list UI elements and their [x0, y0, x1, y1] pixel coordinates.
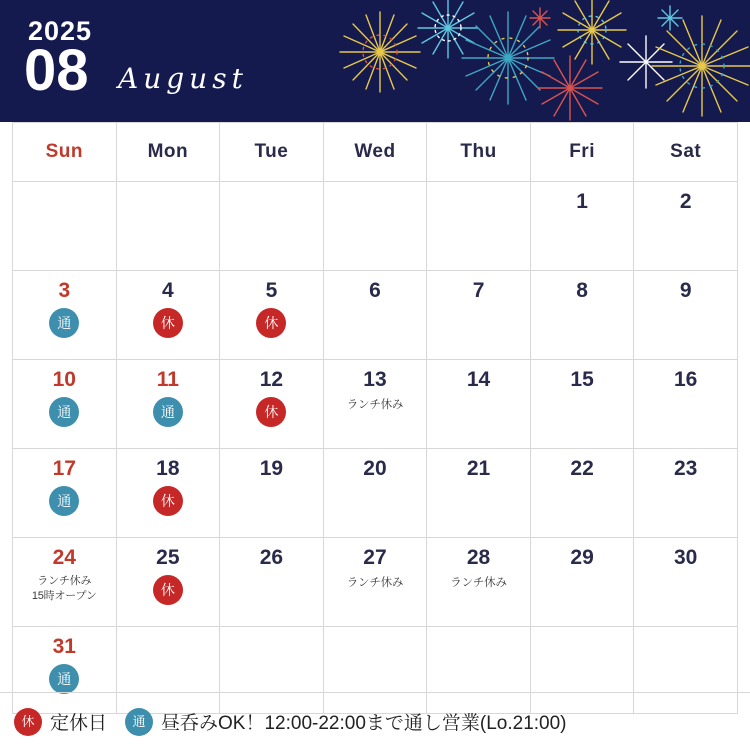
calendar-body	[13, 182, 738, 714]
calendar-empty-cell	[427, 182, 531, 271]
calendar-day-cell[interactable]	[323, 360, 427, 449]
weekday-header-row	[13, 123, 738, 182]
calendar-day-cell[interactable]	[427, 538, 531, 627]
calendar-week-row	[13, 271, 738, 360]
open-badge-icon: 通	[49, 664, 79, 694]
day-note: ランチ休み 15時オープン	[31, 575, 97, 602]
calendar-day-cell[interactable]	[427, 271, 531, 360]
day-number: 14	[466, 368, 491, 391]
calendar-week-row	[13, 360, 738, 449]
calendar-day-cell[interactable]	[220, 360, 324, 449]
calendar-week-row	[13, 182, 738, 271]
calendar-day-cell[interactable]	[634, 271, 738, 360]
day-number: 8	[576, 279, 588, 302]
calendar-empty-cell	[116, 182, 220, 271]
calendar-day-cell[interactable]	[634, 538, 738, 627]
calendar-day-cell[interactable]	[116, 449, 220, 538]
day-number: 13	[363, 368, 387, 391]
day-number: 30	[674, 546, 698, 569]
calendar-day-cell[interactable]	[427, 360, 531, 449]
calendar-day-cell[interactable]	[634, 182, 738, 271]
calendar-empty-cell	[220, 182, 324, 271]
legend-closed-label: 定休日	[50, 713, 108, 734]
day-number: 26	[259, 546, 284, 569]
legend-open-label: 昼呑みOK！12:00-22:00まで通し営業(Lo.21:00)	[161, 713, 567, 734]
day-number: 22	[570, 457, 594, 480]
calendar-day-cell[interactable]	[530, 449, 634, 538]
calendar-grid	[12, 122, 738, 714]
calendar-day-cell[interactable]	[116, 360, 220, 449]
calendar-day-cell[interactable]	[530, 360, 634, 449]
calendar-day-cell[interactable]	[13, 538, 117, 627]
calendar-day-cell[interactable]	[530, 182, 634, 271]
calendar-empty-cell	[323, 182, 427, 271]
calendar-header	[0, 0, 750, 122]
day-number: 16	[674, 368, 698, 391]
calendar-day-cell[interactable]	[220, 449, 324, 538]
day-note: ランチ休み	[346, 399, 404, 411]
calendar-day-cell[interactable]	[220, 271, 324, 360]
day-number: 6	[369, 279, 381, 302]
day-note: ランチ休み	[346, 577, 404, 589]
day-number: 18	[156, 457, 180, 480]
weekday-header-fri: Fri	[530, 123, 634, 182]
day-number: 10	[52, 368, 76, 391]
day-number: 15	[570, 368, 594, 391]
day-number: 11	[156, 368, 179, 391]
day-note: ランチ休み	[450, 577, 507, 589]
day-number: 27	[363, 546, 387, 569]
weekday-header-thu: Thu	[427, 123, 531, 182]
calendar-day-cell[interactable]	[323, 271, 427, 360]
open-badge-icon: 通	[153, 397, 183, 427]
day-number: 25	[156, 546, 180, 569]
day-number: 2	[679, 190, 692, 213]
day-number: 5	[265, 279, 278, 302]
closed-badge-icon: 休	[14, 708, 42, 736]
closed-badge-icon: 休	[256, 397, 286, 427]
calendar-day-cell[interactable]	[13, 360, 117, 449]
day-number: 29	[570, 546, 594, 569]
day-number: 17	[52, 457, 76, 480]
calendar-day-cell[interactable]	[427, 449, 531, 538]
legend	[0, 692, 750, 750]
calendar-day-cell[interactable]	[530, 538, 634, 627]
header-month-name: August	[118, 62, 248, 95]
legend-item-open	[125, 708, 585, 736]
calendar-day-cell[interactable]	[634, 449, 738, 538]
closed-badge-icon: 休	[256, 308, 286, 338]
day-number: 23	[674, 457, 698, 480]
day-number: 7	[472, 279, 485, 302]
header-year: 2025	[28, 16, 93, 46]
open-badge-icon: 通	[49, 397, 79, 427]
day-number: 9	[679, 279, 692, 302]
calendar-day-cell[interactable]	[116, 271, 220, 360]
closed-badge-icon: 休	[153, 575, 183, 605]
calendar-empty-cell	[13, 182, 117, 271]
header-month-number: 08	[24, 38, 89, 103]
calendar-day-cell[interactable]	[323, 449, 427, 538]
day-number: 31	[52, 635, 76, 658]
closed-badge-icon: 休	[153, 486, 183, 516]
weekday-header-wed: Wed	[323, 123, 427, 182]
day-number: 4	[162, 279, 174, 302]
calendar-day-cell[interactable]	[13, 271, 117, 360]
legend-item-closed	[14, 708, 125, 736]
calendar-day-cell[interactable]	[323, 538, 427, 627]
day-number: 21	[466, 457, 491, 480]
weekday-header-mon: Mon	[116, 123, 220, 182]
calendar-day-cell[interactable]	[116, 538, 220, 627]
calendar-day-cell[interactable]	[220, 538, 324, 627]
day-number: 28	[466, 546, 491, 569]
calendar-day-cell[interactable]	[13, 449, 117, 538]
open-badge-icon: 通	[49, 486, 79, 516]
day-number: 12	[259, 368, 284, 391]
open-badge-icon: 通	[125, 708, 153, 736]
day-number: 19	[259, 457, 284, 480]
calendar-week-row	[13, 538, 738, 627]
day-number: 3	[58, 279, 71, 302]
weekday-header-sun: Sun	[13, 123, 117, 182]
calendar-week-row	[13, 449, 738, 538]
weekday-header-tue: Tue	[220, 123, 324, 182]
calendar-day-cell[interactable]	[634, 360, 738, 449]
day-number: 20	[363, 457, 387, 480]
weekday-header-sat: Sat	[634, 123, 738, 182]
open-badge-icon: 通	[49, 308, 79, 338]
fireworks-icon	[330, 0, 750, 122]
closed-badge-icon: 休	[153, 308, 183, 338]
day-number: 24	[52, 546, 76, 569]
calendar-day-cell[interactable]	[530, 271, 634, 360]
day-number: 1	[576, 190, 588, 213]
